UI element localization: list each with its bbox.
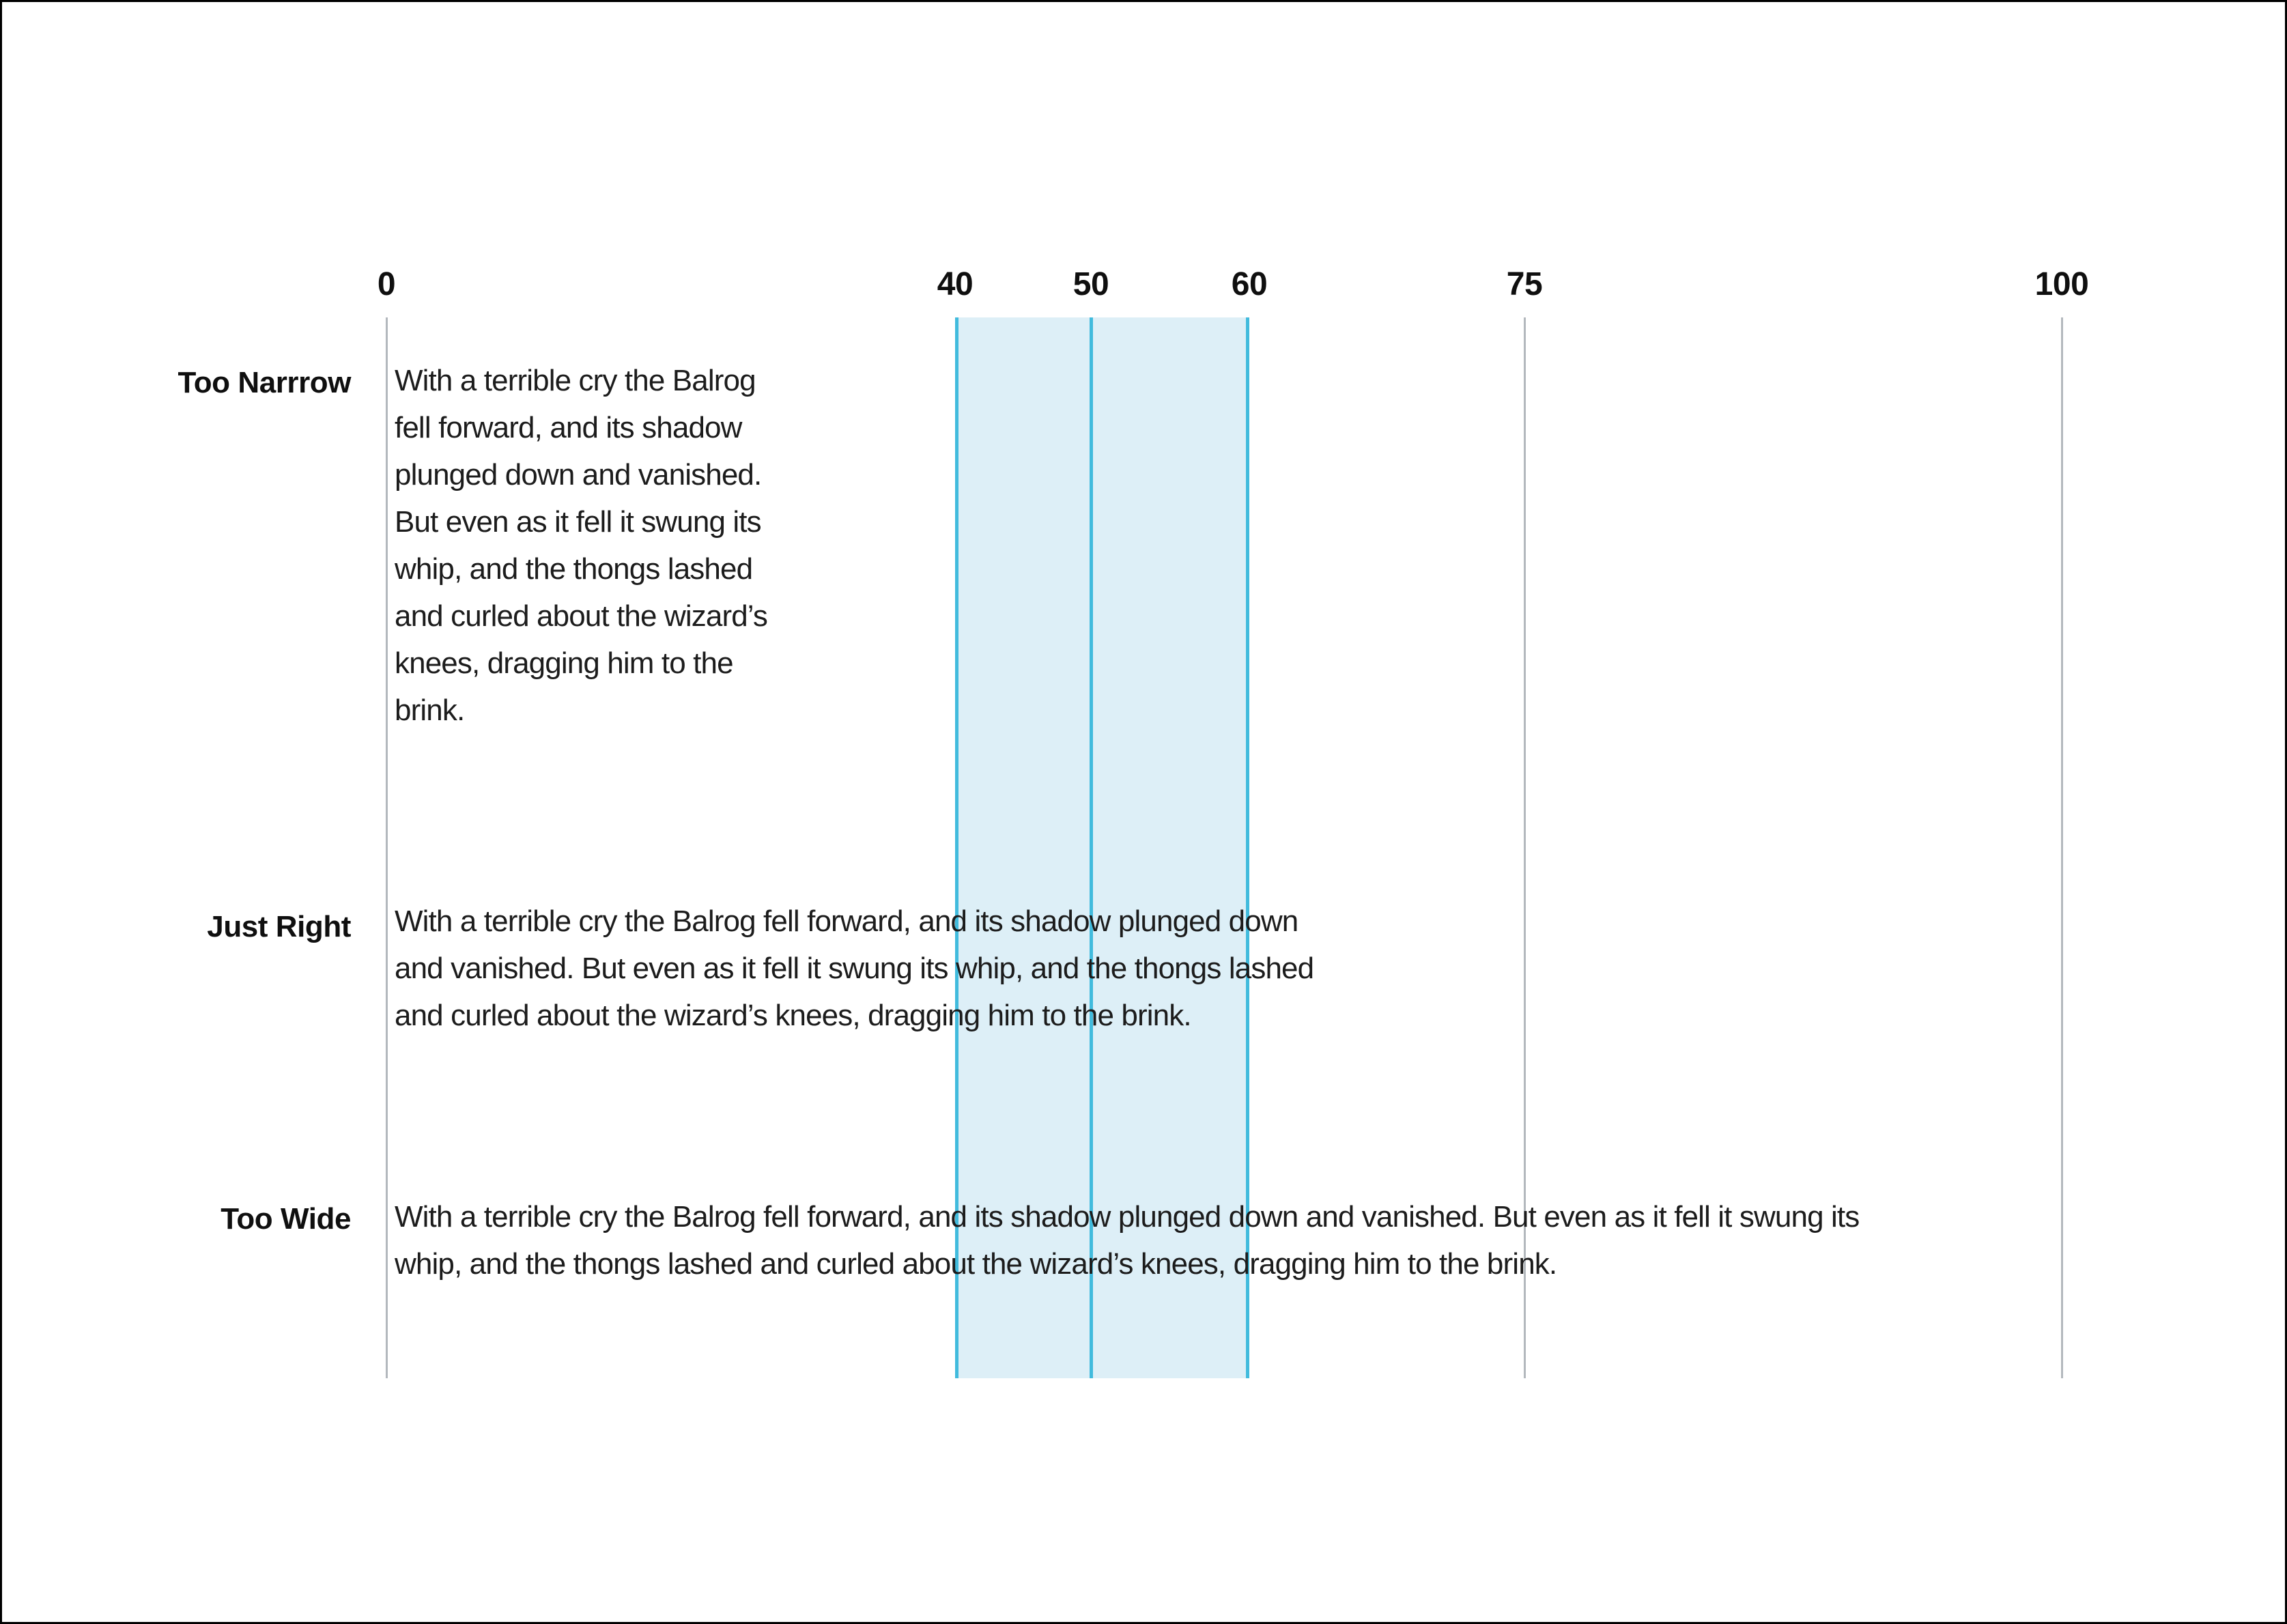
- guide-line-100: [2061, 317, 2063, 1378]
- row-label-too-narrow: Too Narrrow: [177, 366, 351, 399]
- paragraph-too-wide: [395, 1193, 1859, 1287]
- text-line: and vanished. But even as it fell it swung its whip, and the thongs lashed: [395, 952, 1314, 985]
- text-line: With a terrible cry the Balrog fell forward, and its shadow plunged down: [395, 904, 1298, 938]
- text-line: With a terrible cry the Balrog: [395, 364, 756, 397]
- ruler-tick-60: 60: [1231, 266, 1268, 302]
- ruler-tick-50: 50: [1073, 266, 1109, 302]
- ruler-tick-0: 0: [377, 266, 396, 302]
- text-line: With a terrible cry the Balrog fell forward, and its shadow plunged down and vanished. But even as it fell it swung its: [395, 1200, 1860, 1234]
- text-line: brink.: [395, 694, 465, 727]
- text-line: fell forward, and its shadow: [395, 411, 742, 444]
- text-line: whip, and the thongs lashed and curled about the wizard’s knees, dragging him to the brink.: [395, 1247, 1557, 1281]
- ruler-tick-40: 40: [937, 266, 974, 302]
- row-label-too-wide: Too Wide: [221, 1202, 351, 1236]
- text-line: But even as it fell it swung its: [395, 505, 761, 539]
- text-line: plunged down and vanished.: [395, 458, 762, 492]
- ruler-tick-75: 75: [1506, 266, 1543, 302]
- paragraph-too-narrow: [395, 357, 767, 734]
- text-line: whip, and the thongs lashed: [395, 552, 753, 586]
- row-label-just-right: Just Right: [207, 910, 351, 943]
- text-line: and curled about the wizard’s: [395, 599, 768, 633]
- paragraph-just-right: [395, 898, 1313, 1039]
- guide-line-0: [386, 317, 388, 1378]
- ruler-tick-100: 100: [2034, 266, 2089, 302]
- text-line: and curled about the wizard’s knees, dragging him to the brink.: [395, 999, 1191, 1032]
- text-line: knees, dragging him to the: [395, 646, 733, 680]
